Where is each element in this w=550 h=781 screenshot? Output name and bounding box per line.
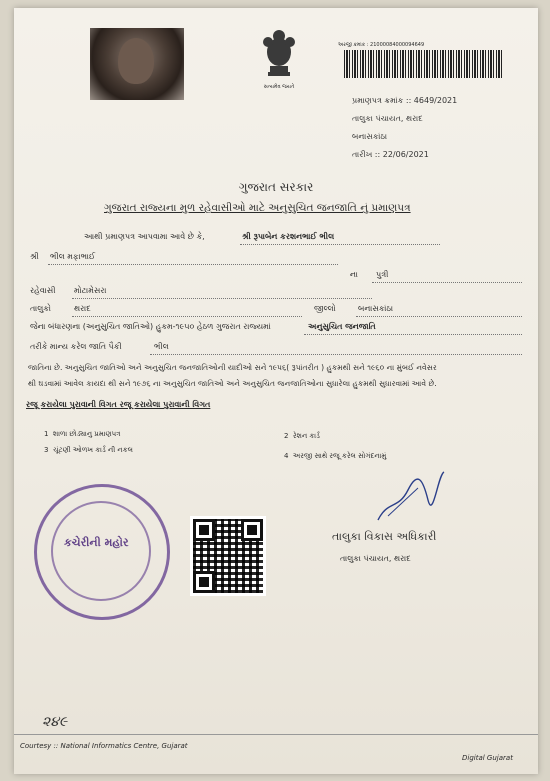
category-value: અનુસુચિત જનજાતિ: [308, 322, 376, 331]
qr-code: [190, 516, 266, 596]
name-line: [240, 244, 440, 245]
father-name: ભીલ મફાભાઈ: [50, 252, 96, 261]
officer-signature: [368, 470, 448, 530]
barcode: [344, 50, 504, 78]
legal-paragraph-line2: થી ઘડવામાં આવેલ કાયદા થી સને ૧૯૭૬ ના અનુસુચિત જાતિઓ અને અનુસુચિત જનજાતિઓના સુધારેલા હુકમથી સુધારવામાં આવે છે.: [28, 379, 437, 388]
caste-label: તરીકે માન્ય કરેલ જાતિ પૈકી: [30, 342, 122, 351]
applicant-photo: [90, 28, 184, 100]
district-line: [356, 316, 522, 317]
applicant-name: શ્રી રૂપાબેન કરશનભાઈ ભીલ: [242, 232, 335, 241]
signatory-office: તાલુકા પંચાયત, થરાદ: [340, 554, 411, 563]
issuing-office: તાલુકા પંચાયત, થરાદ: [352, 114, 423, 123]
footer-courtesy: Courtesy :: National Informatics Centre, Gujarat: [20, 742, 188, 750]
father-line: [48, 264, 338, 265]
certificate-number: પ્રમાણપત્ર ક્રમાંક :: 4649/2021: [352, 96, 458, 105]
taluka-label: તાલુકો: [30, 304, 51, 313]
category-line: [304, 334, 522, 335]
certificate-sheet: [14, 8, 538, 774]
signatory-title: તાલુકા વિકાસ અધિકારી: [332, 530, 437, 543]
caste-line: [150, 354, 522, 355]
office-seal: [34, 484, 170, 620]
issue-date: તારીખ :: 22/06/2021: [352, 150, 429, 159]
certificate-title: ગુજરાત રાજ્યના મુળ રહેવાસીઓ માટે અનુસુચિત જનજાતિ નું પ્રમાણપત્ર: [104, 202, 411, 214]
taluka-value: થરાદ: [74, 304, 91, 313]
father-label: શ્રી: [30, 252, 39, 261]
document-item-4: 4 અરજી સાથે રજૂ કરેલ સોગંદનામું: [284, 452, 387, 460]
emblem-caption: સત્યમેવ જયતે: [263, 84, 295, 90]
state-emblem-icon: [258, 26, 300, 82]
resident-label: રહેવાસી: [30, 286, 56, 295]
legal-paragraph-line1: જાતિના છે. અનુસુચિત જાતિઓ અને અનુસુચિત જનજાતિઓની યાદીઓ સને ૧૯૫૬( રૂપાંતરીત ) હુકમથી સને ૧૯૬૦ ના મુંબઈ નવેસર: [28, 363, 437, 372]
taluka-line: [72, 316, 302, 317]
district-value: બનાસકાંઠા: [358, 304, 394, 313]
order-text: જેના બંધારણના (અનુસુચિત જાતિઓ) હુકમ-૧૯૫૦ હેઠળ ગુજરાત રાજ્યમાં: [30, 322, 271, 331]
handwritten-number: ૨૪૯: [42, 714, 68, 730]
issuing-district: બનાસકાંઠા: [352, 132, 388, 141]
document-item-1: 1 શાળા છોડ્યાનુ પ્રમાણપત્ર: [44, 430, 121, 438]
document-item-3: 3 ચૂંટણી ઓળખ કાર્ડ ની નકલ: [44, 446, 133, 454]
resident-line: [72, 298, 372, 299]
seal-text: કચેરીની મહોર: [64, 536, 129, 549]
relation-label: ના: [350, 270, 358, 279]
application-number: અરજી ક્રમાંક : 21000084000094649: [338, 42, 425, 48]
footer-brand: Digital Gujarat: [462, 754, 513, 762]
intro-text: આથી પ્રમાણપત્ર આપવામા આવે છે કે,: [84, 232, 205, 241]
resident-value: મોટામેસરા: [74, 286, 107, 295]
district-label: જીલ્લો: [314, 304, 336, 313]
document-item-2: 2 રેશન કાર્ડ: [284, 432, 320, 440]
government-title: ગુજરાત સરકાર: [238, 180, 314, 194]
relation-line: [372, 282, 522, 283]
relation-value: પુત્રી: [376, 270, 389, 279]
caste-value: ભીલ: [154, 342, 169, 351]
documents-heading: રજૂ કરાયેલા પુરાવાની વિગત રજૂ કરાયેલા પુરાવાની વિગત: [26, 400, 211, 409]
